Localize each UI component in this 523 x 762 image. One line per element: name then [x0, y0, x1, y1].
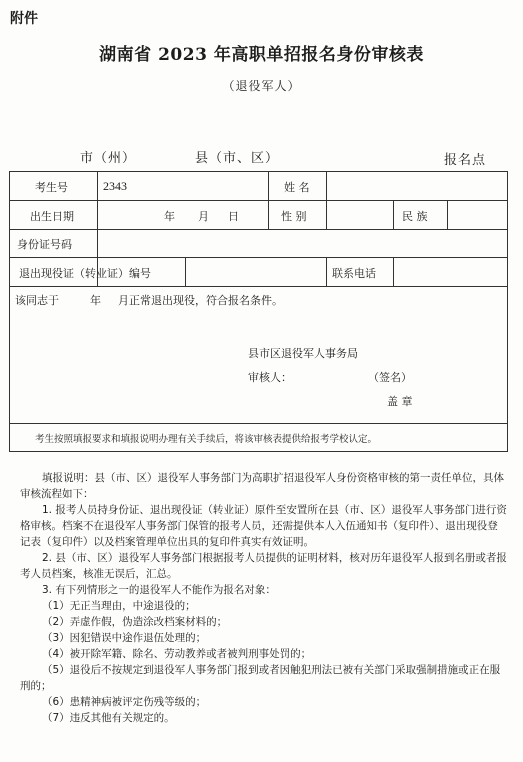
instruction-paragraph: 2. 县（市、区）退役军人事务部门根据报考人员提供的证明材料，核对历年退役军人报到名册或者报考人员档案，核准无误后，汇总。 — [20, 552, 507, 580]
condition-item: （6）患精神病被评定伤残等级的； — [42, 696, 207, 708]
row-divider — [10, 257, 507, 258]
page-subtitle: （退役军人） — [222, 79, 301, 93]
review-form-table — [9, 171, 508, 452]
phone-label: 联系电话 — [332, 267, 376, 280]
condition-item: （2）弄虚作假，伪造涂改档案材料的； — [42, 616, 228, 628]
row-divider — [10, 200, 507, 201]
birth-date-label: 出生日期 — [30, 210, 74, 223]
condition-item: （4）被开除军籍、除名、劳动教养或者被判刑事处罚的； — [42, 648, 312, 660]
instruction-paragraph: 填报说明：县（市、区）退役军人事务部门为高职扩招退役军人身份资格审核的第一责任单位，具体审核流程如下： — [20, 472, 504, 500]
name-field[interactable] — [330, 175, 505, 197]
id-number-field[interactable] — [102, 232, 502, 254]
bureau-label: 县市区退役军人事务局 — [248, 347, 358, 360]
birth-day-label: 日 — [228, 210, 239, 223]
condition-item: （1）无正当理由，中途退役的； — [42, 600, 196, 612]
signature-label: （签名） — [368, 371, 412, 384]
birth-year-label: 年 — [164, 210, 175, 223]
instruction-paragraph: 3. 有下列情形之一的退役军人不能作为报名对象： — [42, 584, 276, 596]
birth-month-label: 月 — [198, 210, 209, 223]
comrade-year-label: 年 — [90, 294, 101, 307]
reviewer-label: 审核人： — [248, 371, 292, 384]
county-label: 县（市、区） — [195, 151, 280, 166]
exam-number-value: 2343 — [103, 179, 127, 193]
instruction-paragraph: 1. 报考人员持身份证、退出现役证（转业证）原件至安置所在县（市、区）退役军人事务部门进行资格审核。档案不在退役军人事务部门保管的报考人员，还需提供本人入伍通知书（复印件）、退出现役登记表（复印件）以及档案管理单位出具的复印件真实有效证明。 — [20, 504, 507, 548]
ethnicity-field[interactable] — [451, 204, 505, 226]
id-number-label: 身份证号码 — [17, 238, 72, 251]
comrade-prefix: 该同志于 — [15, 294, 59, 307]
col-divider — [393, 200, 394, 229]
col-divider — [326, 172, 327, 229]
exam-number-label: 考生号 — [35, 181, 68, 194]
name-label: 姓 名 — [284, 181, 310, 194]
city-label: 市（州） — [80, 151, 137, 166]
attachment-label: 附件 — [10, 11, 38, 27]
row-divider — [10, 423, 507, 424]
ethnicity-label: 民 族 — [402, 210, 428, 223]
comrade-statement: 月正常退出现役，符合报名条件。 — [118, 294, 283, 307]
seal-label: 盖 章 — [387, 395, 413, 408]
registration-point-label: 报名点 — [444, 153, 487, 168]
gender-field[interactable] — [330, 204, 390, 226]
col-divider — [447, 200, 448, 229]
col-divider — [268, 172, 269, 229]
row-divider — [10, 286, 507, 287]
condition-item: （3）因犯错误中途作退伍处理的； — [42, 632, 207, 644]
condition-item: （7）违反其他有关规定的。 — [42, 712, 175, 724]
discharge-cert-field[interactable] — [190, 261, 322, 283]
col-divider — [326, 257, 327, 286]
phone-field[interactable] — [398, 261, 504, 283]
filling-instructions — [20, 470, 508, 726]
col-divider — [393, 257, 394, 286]
condition-item: （5）退役后不按规定到退役军人事务部门报到或者因触犯刑法已被有关部门采取强制措施或正在服刑的； — [20, 664, 501, 692]
discharge-cert-label: 退出现役证（转业证）编号 — [19, 267, 151, 280]
row-divider — [10, 229, 507, 230]
col-divider — [185, 257, 186, 286]
gender-label: 性 别 — [281, 210, 307, 223]
page-title: 湖南省 2023 年高职单招报名身份审核表 — [99, 45, 424, 65]
table-footnote: 考生按照填报要求和填报说明办理有关手续后，将该审核表提供给报考学校认定。 — [35, 434, 378, 445]
